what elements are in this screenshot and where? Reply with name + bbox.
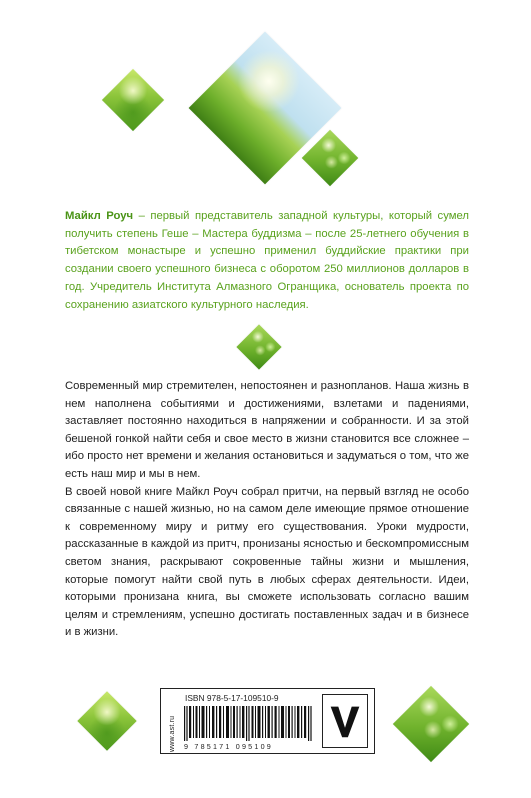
author-bio-text: – первый представитель западной культуры, который сумел получить степень Геше – Мастера буддизма – после 25-летнего обучения в тибетском монастыре и успешно применил буддийские практики при создании своего успешного бизнеса с оборотом 250 миллионов долларов в год. Учредитель Института Алмазного Огранщика, основатель проекта по сохранению азиатского культурного наследия.: [65, 210, 469, 311]
decor-diamond-middle: [236, 324, 281, 369]
isbn-label: ISBN 978-5-17-109510-9: [185, 693, 279, 703]
decor-diamond-left: [102, 69, 164, 131]
decor-diamond-bottom-left: [77, 691, 136, 750]
barcode-bars: [184, 706, 314, 741]
decor-diamond-bottom-right: [393, 686, 469, 762]
description-paragraph-1: Современный мир стремителен, непостоянен и разнопланов. Наша жизнь в нем наполнена событиями и достижениями, взлетами и падениями, заставляет постоянно находиться в напряжении и собранности. И за этой бешеной гонкой найти себя и свое место в жизни становится все сложнее – ибо просто нет времени и желания остановиться и задуматься о том, что же есть наш мир и мы в нем.: [65, 380, 469, 480]
barcode-number: 9 785171 095109: [184, 742, 273, 751]
author-bio: [65, 208, 469, 314]
description-paragraph-2: В своей новой книге Майкл Роуч собрал притчи, на первый взгляд не особо связанные с нашей жизнью, но на самом деле имеющие прямое отношение к современному миру и ритму его существования. Уроки мудрости, рассказанные в каждой из притч, пронизаны ясностью и бескомпромиссным светом знания, раскрывают сокровенные тайны жизни и мышления, которые помогут найти свой путь в любых сферах деятельности. Идеи, которыми пронизана книга, вы сможете использовать согласно вашим целям и стремлениям, успешно достигать поставленных задач и в бизнесе и в жизни.: [65, 485, 469, 639]
v-logo-icon: [323, 695, 367, 747]
book-description: [65, 378, 469, 642]
author-name: Майкл Роуч: [65, 210, 134, 222]
publisher-logo: [322, 694, 368, 748]
publisher-site: www.ast.ru: [169, 715, 176, 752]
